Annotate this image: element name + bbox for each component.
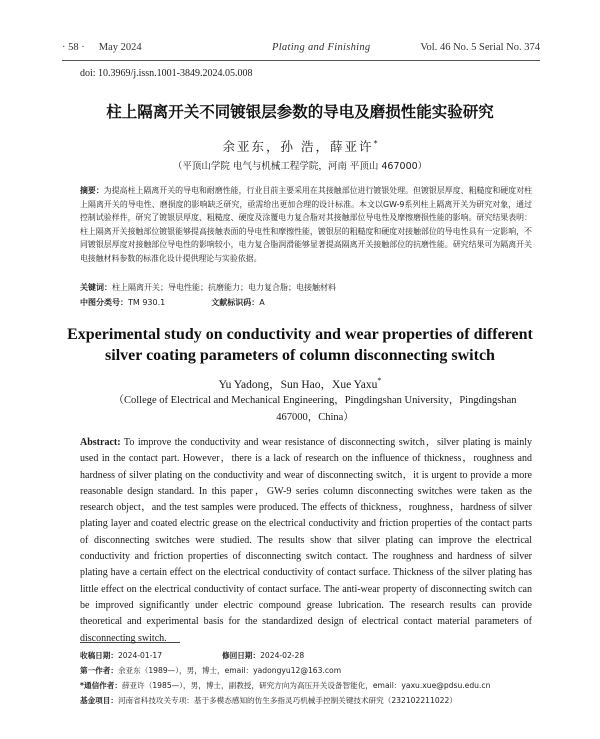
corresponding-info: 薛亚许（1985—），男，博士，副教授，研究方向为高压开关设备智能化，email：yaxu.xue@pdsu.edu.cn	[121, 681, 491, 690]
volume-info: Vol. 46 No. 5 Serial No. 374	[420, 42, 540, 53]
corresponding-label: 通信作者：	[83, 681, 122, 690]
issue-date: May 2024	[98, 42, 142, 53]
funding-label: 基金项目：	[80, 696, 118, 705]
chinese-keywords-label: 关键词：	[80, 283, 112, 292]
english-abstract	[80, 435, 532, 647]
english-authors	[0, 376, 600, 392]
doc-code-label: 文献标识码：	[211, 298, 260, 307]
header-rule	[62, 60, 540, 61]
chinese-abstract-text: 为提高柱上隔离开关的导电和耐磨性能，行业目前主要采用在其接触部位进行镀银处理。但镀银层厚度、粗糙度和硬度对柱上隔离开关的导电性、磨损度的影响缺乏研究，亟需给出更加合理的设计标准。本文以GW-9系列柱上隔离开关为研究对象，通过控制试验样件，研究了镀银层厚度、粗糙度、硬度及涂覆电力复合脂对其接触部位导电性及摩擦磨损性能的影响。研究结果表明：柱上隔离开关接触部位镀银能够提高接触表面的导电性和摩擦性能，镀银层的粗糙度和硬度对接触部位的导电性具有一定影响，不同镀银层厚度对接触部位导电性的影响较小，电力复合脂润滑能够显著提高隔离开关接触部位的抗磨性能。研究结果可为隔离开关电接触材料参数的标准化设计提供理论与实验依据。	[80, 186, 532, 263]
chinese-authors	[0, 137, 600, 155]
header-left	[62, 42, 156, 53]
running-header	[62, 42, 540, 58]
chinese-affiliation: （平顶山学院 电气与机械工程学院，河南 平顶山 467000）	[172, 161, 428, 172]
english-author-names: Yu Yadong，Sun Hao，Xue Yaxu	[218, 379, 378, 391]
doi: doi: 10.3969/j.issn.1001-3849.2024.05.008	[80, 68, 253, 79]
first-author-label: 第一作者：	[80, 666, 118, 675]
chinese-keywords	[80, 282, 532, 293]
english-title: Experimental study on conductivity and wear properties of different silver coating parameters of column disconnecting switch	[67, 326, 533, 364]
funding-row	[80, 693, 540, 708]
chinese-keywords-text: 柱上隔离开关；导电性能；抗磨能力；电力复合脂；电接触材料	[112, 283, 336, 292]
clc-number: TM 930.1	[128, 298, 166, 307]
chinese-author-names: 余亚东，孙 浩，薛亚许	[222, 139, 374, 154]
chinese-abstract-label: 摘要：	[80, 186, 104, 195]
revised-label: 修回日期：	[222, 651, 261, 660]
page-number: · 58 ·	[62, 42, 85, 53]
footnotes	[80, 648, 540, 708]
english-abstract-label: Abstract:	[80, 437, 121, 448]
revised-date: 2024-02-28	[260, 651, 305, 660]
clc-label: 中图分类号：	[80, 298, 128, 307]
corresponding-author-row	[80, 678, 540, 693]
corresponding-mark: *	[373, 138, 378, 148]
english-abstract-text: To improve the conductivity and wear resistance of disconnecting switch，silver plating is mainly used in the contact part. However，there is a lack of research on the influence of thickness，roughness and hardness of silver plating on the conductivity and wear of disconnecting switch，it is urgent to provide a more reasonable design standard. In this paper，GW-9 series column disconnecting switches were taken as the research object，and the test samples were produced. The effects of thickness，roughness，hardness of silver plating layer and coated electric grease on the electrical conductivity and friction properties of the contact parts of disconnecting switches were studied. The results show that silver plating can improve the electrical conductivity and friction properties of disconnecting switch contact. The roughness and hardness of silver plating have a certain effect on the electrical conductivity of contact surface. Thickness of the silver plating has little effect on the electrical conductivity of contact surface. The anti-wear property of disconnecting switch can be improved significantly under electric compound grease lubrication. The research results can provide theoretical and experimental basis for the standardized design of electrical contact material parameters of disconnecting switch.	[80, 437, 532, 644]
doc-code: A	[259, 298, 265, 307]
first-author-info: 余亚东（1989—），男，博士，email：yadongyu12@163.com	[117, 666, 342, 675]
classification-line	[80, 297, 265, 308]
corresponding-mark-foot: *	[80, 681, 84, 690]
funding-info: 河南省科技攻关专项：基于多模态感知的仿生多指灵巧机械手控制关键技术研究（232102211022）	[117, 696, 457, 705]
footnote-rule	[80, 642, 180, 643]
received-date: 2024-01-17	[117, 651, 163, 660]
chinese-title: 柱上隔离开关不同镀银层参数的导电及磨损性能实验研究	[106, 103, 494, 121]
first-author-row	[80, 663, 540, 678]
english-affiliation: （College of Electrical and Mechanical Engineering，Pingdingshan University，Pingdingshan 467000，China）	[113, 395, 517, 423]
english-corresponding-mark: *	[377, 376, 382, 386]
received-label: 收稿日期：	[80, 651, 118, 660]
chinese-abstract	[80, 184, 532, 265]
journal-name: Plating and Finishing	[272, 42, 371, 53]
dates-row	[80, 648, 540, 663]
